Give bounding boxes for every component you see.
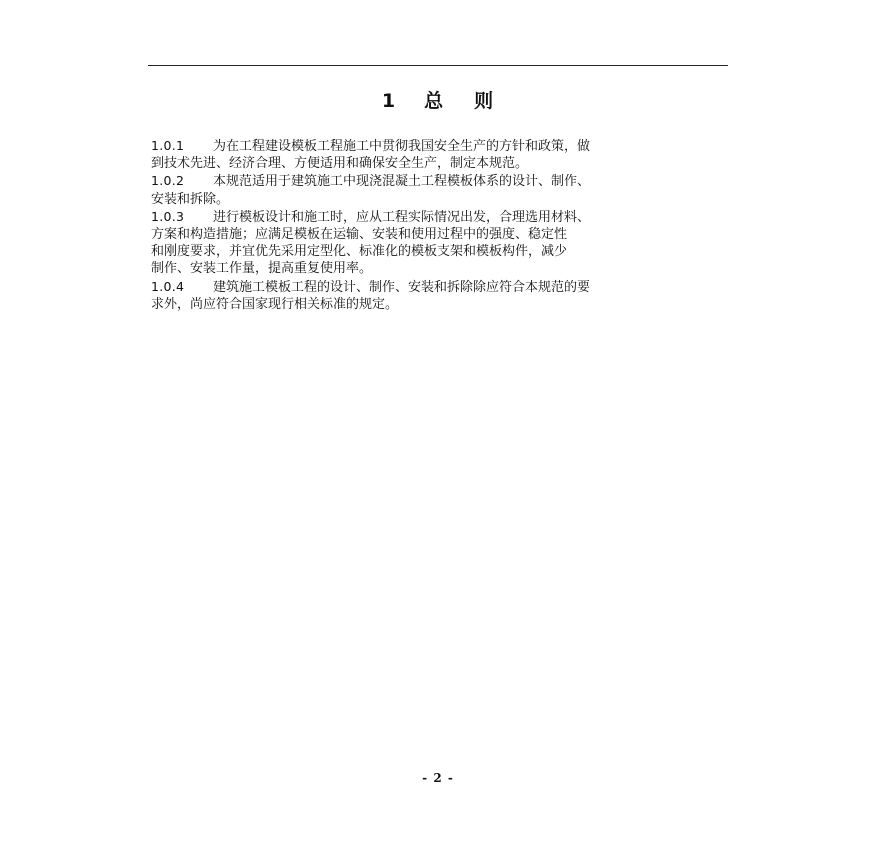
chapter-body (151, 137, 731, 313)
clause-1-0-2 (151, 172, 731, 207)
header-rule (148, 65, 728, 66)
clause-line: 求外，尚应符合国家现行相关标准的规定。 (151, 296, 399, 312)
clause-line: 安装和拆除。 (151, 191, 230, 207)
clause-line: 到技术先进、经济合理、方便适用和确保安全生产，制定本规范。 (151, 156, 529, 172)
clause-line: 和刚度要求，并宜优先采用定型化、标准化的模板支架和模板构件，减少 (151, 244, 568, 260)
clause-line: 制作、安装工作量，提高重复使用率。 (151, 261, 373, 277)
clause-text: 进行模板设计和施工时，应从工程实际情况出发，合理选用材料、 (213, 209, 591, 225)
clause-text: 为在工程建设模板工程施工中贯彻我国安全生产的方针和政策，做 (213, 139, 591, 154)
clause-1-0-4 (151, 278, 731, 313)
chapter-title-char-2: 则 (474, 90, 495, 112)
clause-line (151, 208, 731, 226)
clause-text: 本规范适用于建筑施工中现浇混凝土工程模板体系的设计、制作、 (213, 174, 591, 190)
clause-line (151, 172, 731, 190)
chapter-title (148, 86, 728, 116)
clause-line: 方案和构造措施；应满足模板在运输、安装和使用过程中的强度、稳定性 (151, 227, 568, 243)
chapter-number: 1 (381, 90, 397, 112)
clause-line (151, 278, 731, 296)
clause-number: 1.0.2 (151, 173, 185, 189)
clause-number: 1.0.3 (151, 208, 185, 224)
chapter-title-char-1: 总 (424, 90, 445, 112)
clause-text: 建筑施工模板工程的设计、制作、安装和拆除除应符合本规范的要 (213, 279, 591, 295)
page-number: - 2 - (422, 771, 454, 785)
clause-line (151, 137, 731, 155)
clause-number: 1.0.4 (151, 278, 185, 294)
clause-1-0-3 (151, 208, 731, 278)
clause-number: 1.0.1 (151, 138, 185, 153)
clause-1-0-1 (151, 137, 731, 172)
